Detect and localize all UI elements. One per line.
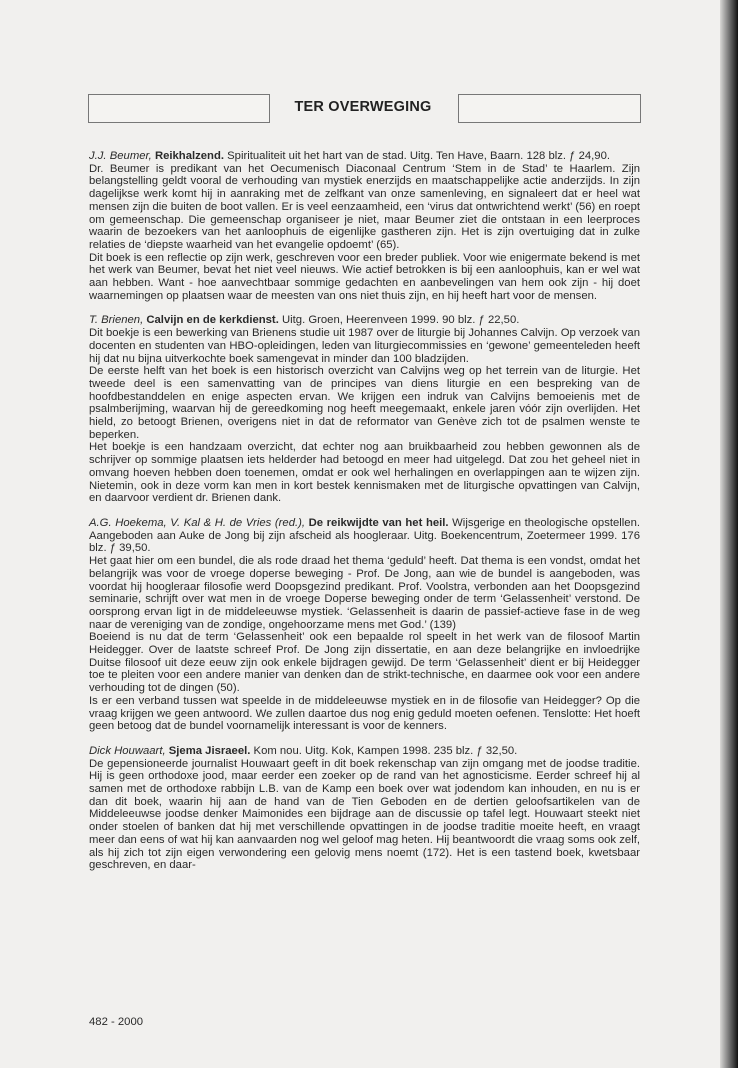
review-paragraph: Dit boekje is een bewerking van Brienens studie uit 1987 over de liturgie bij Johannes Calvijn. Op verzoek van docenten en studenten van HBO-opleidingen, leden van liturgiecommissies en ‘gewone’ gemeenteleden heeft hij dat nu bijna uitverkochte boek samengevat in minder dan 100 bladzijden.: [89, 327, 640, 365]
review-paragraph: Het gaat hier om een bundel, die als rode draad het thema ‘geduld’ heeft. Dat thema is een vondst, omdat het belangrijk was voor de vroege doperse beweging - Prof. De Jong, aan wie de bundel is aangeboden, was voordat hij hoogleraar filosofie werd Doopsgezind predikant. Prof. Voolstra, verbonden aan het Doopsgezind seminarie, schrijft over wat men in de vroege Doperse beweging onder de term ‘Gelassenheit’ verstond. De oorsprong ervan ligt in de middeleeuwse mystiek. ‘Gelassenheit is daarin de passief-actieve fase in de weg naar de vereniging van de zondige, ongehoorzame mens met God.’ (139): [89, 555, 640, 631]
review-author: Dick Houwaart,: [89, 744, 166, 757]
review-paragraph: Boeiend is nu dat de term ‘Gelassenheit’ ook een bepaalde rol speelt in het werk van de filosoof Martin Heidegger. Over de laatste schreef Prof. De Jong zijn dissertatie, en aan deze belangrijke en invloedrijke Duitse filosoof uit deze eeuw zijn ook enkele bijdragen gewijd. De term ‘Gelassenheit’ dient er bij Heidegger toe te pleiten voor een andere manier van denken dan de strikt-technische, en daarmee ook voor een andere verhouding tot de dingen (50).: [89, 631, 640, 695]
review-title: De reikwijdte van het heil.: [308, 516, 449, 529]
review-citation: [89, 745, 640, 758]
header-box-left: [88, 94, 270, 123]
review-paragraph: Dr. Beumer is predikant van het Oecumenisch Diaconaal Centrum ‘Stem in de Stad’ te Haarlem. Zijn belangstelling geldt vooral de verhouding van mystiek enerzijds en maatschappelijke actie anderzijds. In zijn dagelijkse werk komt hij in aanraking met de zelfkant van onze samenleving, en signaleert dat er heel wat mensen zijn die buiten de boot vallen. Er is veel eenzaamheid, een ‘virus dat ontwrichtend werkt’ (56) en roept om gemeenschap. Die gemeenschap organiseer je niet, maar Beumer ziet die ontstaan in een leerproces waarin de bezoekers van het aanloophuis de eigenlijke gastheren zijn. Het is zijn overtuiging dat in zulke relaties de ‘diepste waarheid van het evangelie opdoemt’ (65).: [89, 162, 640, 251]
review-title: Sjema Jisraeel.: [168, 744, 251, 757]
review-details: Uitg. Groen, Heerenveen 1999. 90 blz. ƒ 22,50.: [281, 314, 520, 327]
review-paragraph: De eerste helft van het boek is een historisch overzicht van Calvijns weg op het terrein van de liturgie. Het tweede deel is een samenvatting van de principes van diens liturgie en een bespreking van de hoofdbestanddelen en enige aspecten ervan. We krijgen een indruk van Calvijns bemoeienis met de psalmberijming, waarvan hij de gereedkoming nog heeft meegemaakt, enkele jaren vóór zijn overlijden. Het hield, zo betoogt Brienen, overigens niet in dat de reformator van Genève zich tot de psalmen wenste te beperken.: [89, 365, 640, 441]
review-citation: [89, 517, 640, 555]
review-paragraph: De gepensioneerde journalist Houwaart geeft in dit boek rekenschap van zijn omgang met de joodse traditie. Hij is geen orthodoxe jood, maar eerder een zoeker op de rand van het agnosticisme. Eerder schreef hij al samen met de orthodoxe rabbijn L.B. van de Kamp een boek over wat jodendom kan inhouden, en nu is er dan dit boek, waarin hij aan de hand van de Tien Geboden en de dertien geloofsartikelen van de Middeleeuwse joodse denker Maimonides een bijdrage aan de discussie op tafel legt. Houwaart steekt niet onder stoelen of banken dat hij met verschillende opvattingen in de joodse traditie moeite heeft, en vraagt meer dan eens of wat hij kan aanvaarden nog wel geloof mag heten. Hij beantwoordt die vraag soms ook zelf, als hij zich tot zijn eigen verwondering een gelovig mens noemt (172). Het is een tastend boek, kwetsbaar geschreven, en daar-: [89, 757, 640, 872]
review-details: Wijsgerige en theologische opstellen. Aangeboden aan Auke de Jong bij zijn afscheid als hoogleraar. Uitg. Boekencentrum, Zoetermeer 1999. 176 blz. ƒ 39,50.: [89, 516, 641, 555]
book-review: [89, 314, 640, 505]
reviews-column: [89, 150, 640, 872]
header-box-right: [458, 94, 641, 123]
book-review: [89, 150, 640, 302]
section-header: [88, 94, 640, 124]
review-citation: [89, 150, 640, 163]
section-title: TER OVERWEGING: [294, 99, 432, 115]
review-author: A.G. Hoekema, V. Kal & H. de Vries (red.),: [89, 516, 306, 529]
review-title: Reikhalzend.: [154, 150, 224, 162]
book-review: [89, 517, 640, 733]
review-details: Kom nou. Uitg. Kok, Kampen 1998. 235 blz. ƒ 32,50.: [253, 744, 518, 757]
review-paragraph: Dit boek is een reflectie op zijn werk, geschreven voor een breder publiek. Voor wie enigermate bekend is met het werk van Beumer, bevat het niet veel nieuws. Wie actief betrokken is bij een aanloophuis, kan er wel wat aan hebben. Want - hoe aanvechtbaar sommige gedachten en aanbevelingen van hem ook zijn - hij doet waarnemingen op plaatsen waar de meesten van ons niet thuis zijn, en hij heeft hart voor de mensen.: [89, 251, 640, 302]
review-details: Spiritualiteit uit het hart van de stad. Uitg. Ten Have, Baarn. 128 blz. ƒ 24,90.: [227, 150, 610, 162]
review-citation: [89, 314, 640, 327]
page-number: 482 - 2000: [89, 1016, 144, 1028]
review-paragraph: Het boekje is een handzaam overzicht, dat echter nog aan bruikbaarheid zou hebben gewonnen als de schrijver op sommige plaatsen iets helderder had betoogd en meer had uitgelegd. Dat zou het geheel niet in omvang hoeven hebben doen toenemen, omdat er ook wel herhalingen en overlappingen aan te wijzen zijn. Nietemin, ook in deze vorm kan men in kort bestek kennismaken met de liturgische opvattingen van Calvijn, en daarvoor verdient dr. Brienen dank.: [89, 441, 640, 505]
page-edge-shadow: [720, 0, 738, 1068]
review-paragraph: Is er een verband tussen wat speelde in de middeleeuwse mystiek en in de filosofie van Heidegger? Op die vraag krijgen we geen antwoord. We zullen daartoe dus nog enig geduld moeten oefenen. Tenslotte: Het hoeft geen betoog dat de bundel voornamelijk interessant is voor de kenners.: [89, 694, 640, 733]
review-author: J.J. Beumer,: [89, 150, 152, 162]
review-author: T. Brienen,: [89, 314, 144, 327]
book-review: [89, 745, 640, 872]
review-title: Calvijn en de kerkdienst.: [146, 314, 279, 327]
